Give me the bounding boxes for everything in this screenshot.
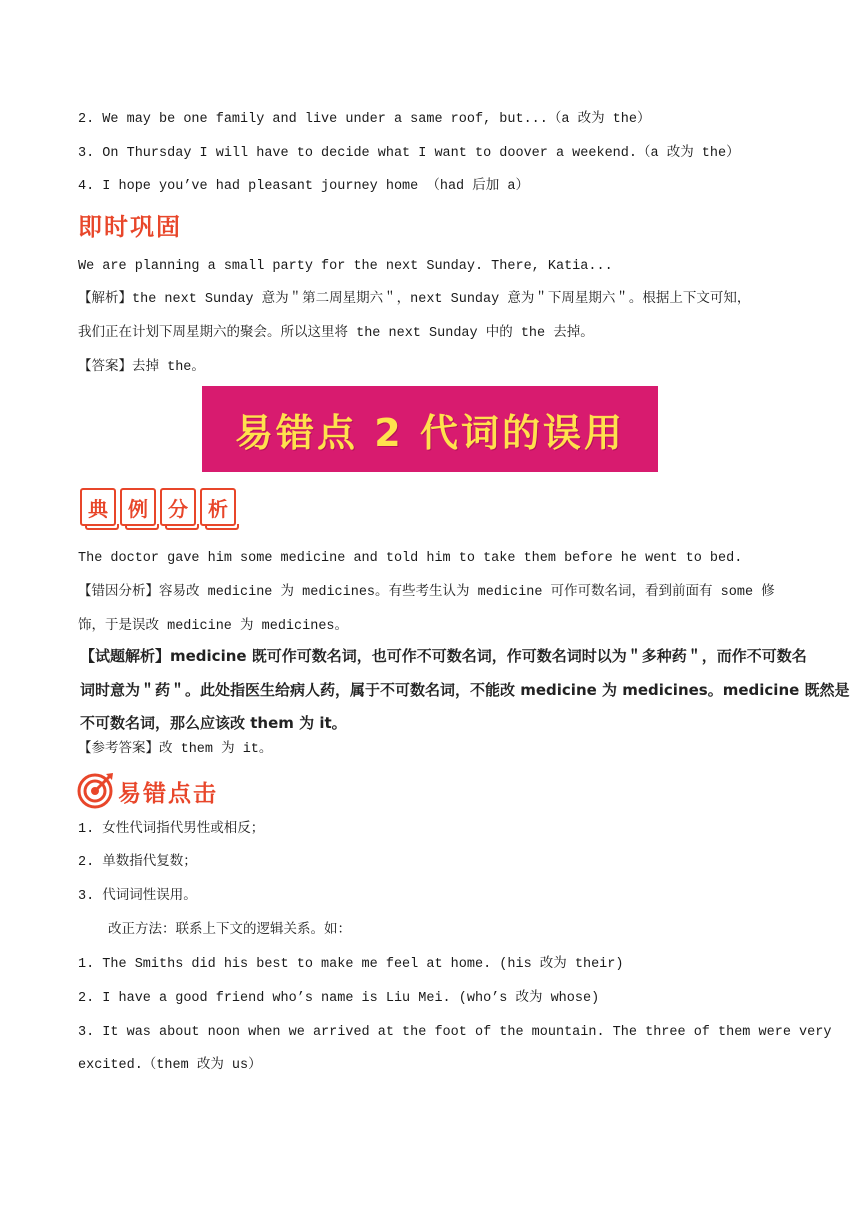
tile-char: 典 [80,488,116,526]
consolidate-question: We are planning a small party for the next Sunday. There, Katia... [78,259,613,274]
error-analysis-2: 饰，于是误改 medicine 为 medicines。 [78,619,349,634]
banner-title: 易错点 2 代词的误用 [235,410,625,455]
tile-char: 例 [120,488,156,526]
section-banner [202,386,658,472]
pitfall-point-1: 1. 女性代词指代男性或相反； [78,822,265,837]
pitfall-example-2: 2. I have a good friend who’s name is Liu Mei. (who’s 改为 whose) [78,991,600,1006]
top-item-2: 2. We may be one family and live under a same roof, but...（a 改为 the） [78,112,651,127]
pitfall-example-1: 1. The Smiths did his best to make me feel at home. (his 改为 their) [78,957,624,972]
pitfalls-header [76,772,218,810]
question-analysis-3: 不可数名词，那么应该改 them 为 it。 [80,714,347,732]
top-item-4: 4. I hope you’ve had pleasant journey home （had 后加 a） [78,179,529,194]
question-analysis-2: 词时意为＂药＂。此处指医生给病人药，属于不可数名词，不能改 medicine 为 medicines。medicine 既然是 [80,681,850,699]
consolidate-heading: 即时巩固 [78,213,182,241]
consolidate-answer: 【答案】去掉 the。 [78,360,205,375]
reference-answer: 【参考答案】改 them 为 it。 [78,742,273,757]
consolidate-analysis-2: 我们正在计划下周星期六的聚会。所以这里将 the next Sunday 中的 the 去掉。 [78,326,594,341]
correction-method: 改正方法：联系上下文的逻辑关系。如： [108,923,351,938]
question-analysis-1: 【试题解析】medicine 既可作可数名词，也可作不可数名词，作可数名词时以为＂多种药＂，而作不可数名 [80,647,807,665]
pitfall-point-3: 3. 代词词性误用。 [78,889,197,904]
pitfall-point-2: 2. 单数指代复数； [78,855,197,870]
error-analysis-1: 【错因分析】容易改 medicine 为 medicines。有些考生认为 medicine 可作可数名词，看到前面有 some 修 [78,585,775,600]
pitfall-example-3-cont: excited.（them 改为 us） [78,1058,262,1073]
tile-char: 析 [200,488,236,526]
pitfall-example-3: 3. It was about noon when we arrived at the foot of the mountain. The three of them were very [78,1025,832,1040]
target-icon [76,772,114,810]
pitfalls-title: 易错点击 [118,780,218,807]
example-analysis-tiles [80,488,236,526]
consolidate-analysis-1: 【解析】the next Sunday 意为＂第二周星期六＂，next Sunday 意为＂下周星期六＂。根据上下文可知， [78,292,751,307]
top-item-3: 3. On Thursday I will have to decide what I want to doover a weekend.（a 改为 the） [78,146,740,161]
tile-char: 分 [160,488,196,526]
example-sentence: The doctor gave him some medicine and told him to take them before he went to bed. [78,551,743,566]
